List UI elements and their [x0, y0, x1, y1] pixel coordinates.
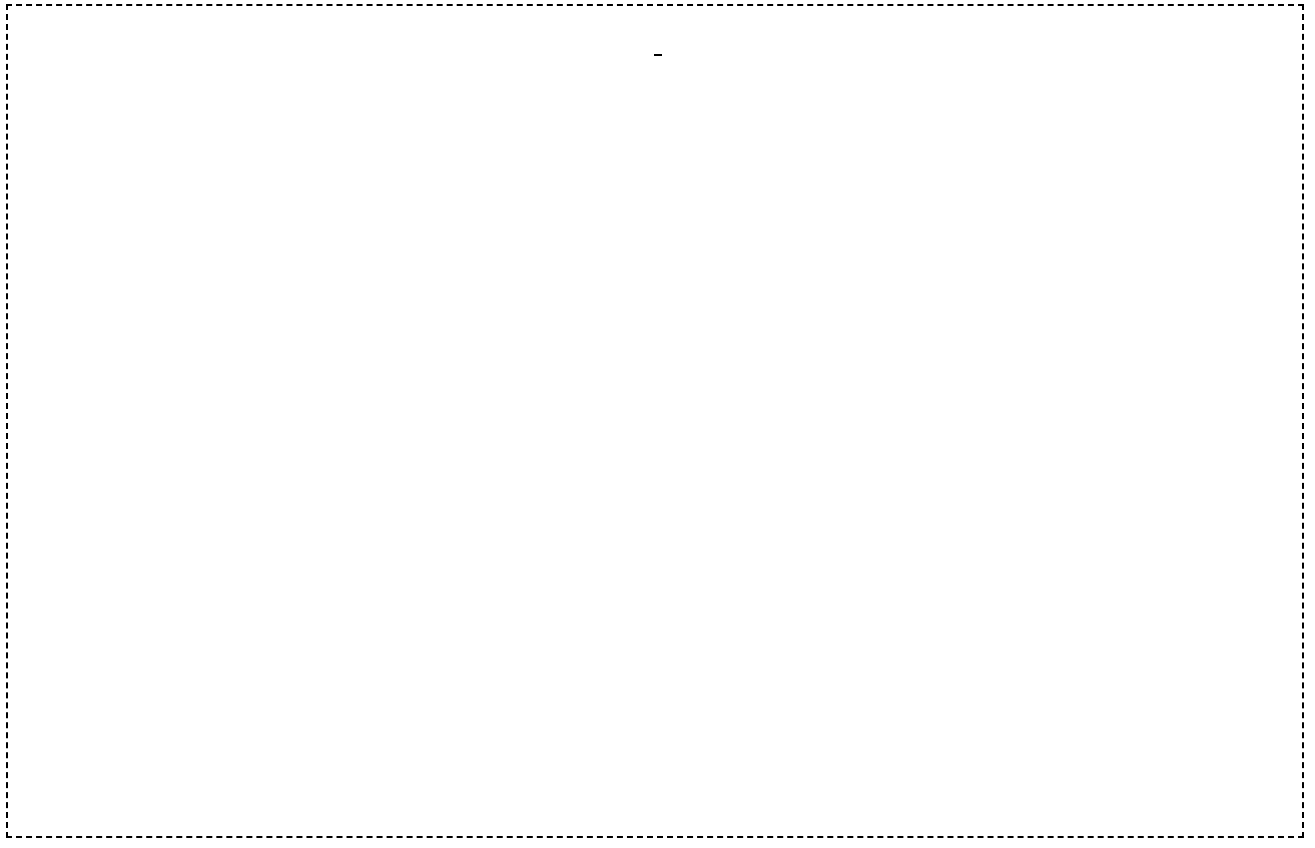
page-title [0, 14, 1315, 54]
title-text [654, 14, 662, 56]
page-border [6, 4, 1304, 838]
